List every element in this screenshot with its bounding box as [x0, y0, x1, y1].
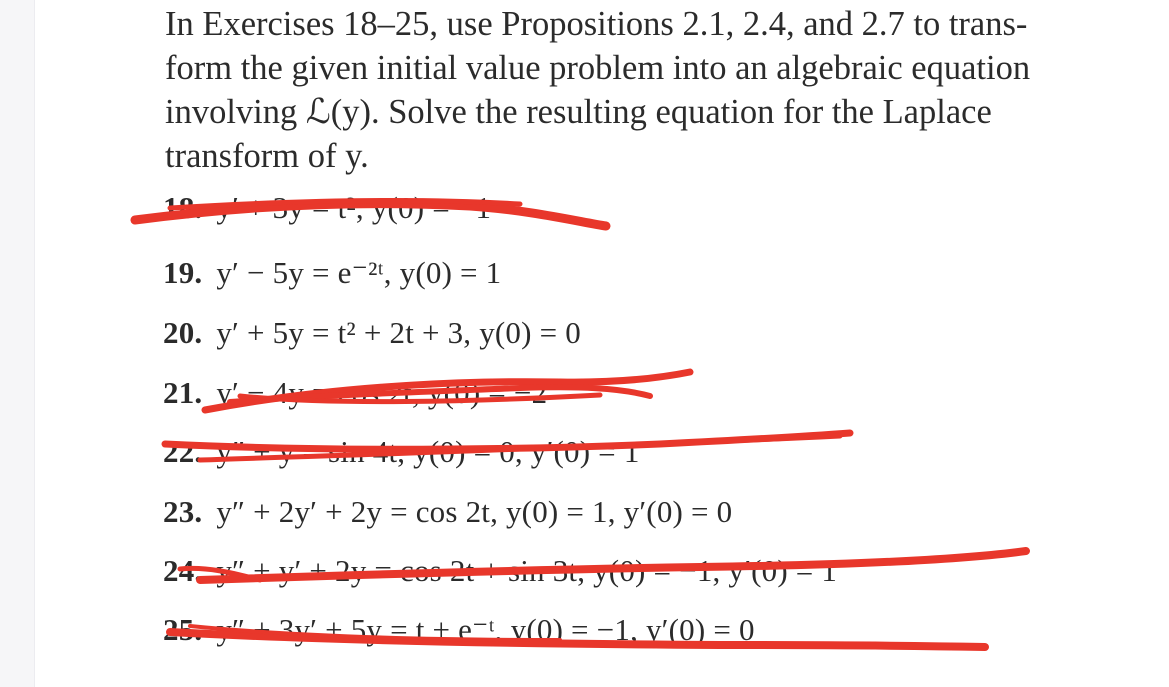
instructions-line: form the given initial value problem into an algebraic equation	[165, 49, 1031, 87]
instructions-paragraph	[165, 2, 1125, 178]
exercise-23	[163, 494, 732, 530]
exercise-number: 22.	[163, 434, 203, 469]
exercise-number: 23.	[163, 494, 203, 529]
exercise-equation: y″ + y = sin 4t, y(0) = 0, y′(0) = 1	[216, 434, 640, 469]
instructions-line: In Exercises 18–25, use Propositions 2.1, 2.4, and 2.7 to trans-	[165, 5, 1028, 43]
exercise-number: 24.	[163, 553, 203, 588]
exercise-20	[163, 315, 581, 351]
exercise-25	[163, 612, 755, 648]
exercise-24	[163, 553, 837, 589]
exercise-number: 19.	[163, 255, 203, 290]
exercise-equation: y″ + 2y′ + 2y = cos 2t, y(0) = 1, y′(0) = 0	[216, 494, 733, 529]
exercise-number: 18.	[163, 190, 203, 225]
exercise-equation: y′ + 5y = t² + 2t + 3, y(0) = 0	[216, 315, 581, 350]
exercise-number: 25.	[163, 612, 203, 647]
exercise-equation: y′ − 5y = e⁻²ᵗ, y(0) = 1	[216, 255, 502, 290]
exercise-equation: y′ − 4y = cos 2t, y(0) = −2	[216, 375, 548, 410]
instructions-line: involving ℒ(y). Solve the resulting equation for the Laplace	[165, 93, 992, 131]
exercise-number: 20.	[163, 315, 203, 350]
exercise-18	[163, 190, 491, 226]
exercise-22	[163, 434, 640, 470]
left-margin-strip	[0, 0, 35, 687]
exercise-number: 21.	[163, 375, 203, 410]
exercise-equation: y′ + 3y = t², y(0) = −1	[216, 190, 492, 225]
exercise-19	[163, 255, 501, 291]
instructions-line: transform of y.	[165, 137, 369, 175]
exercise-equation: y″ + 3y′ + 5y = t + e⁻ᵗ, y(0) = −1, y′(0) = 0	[216, 612, 755, 647]
exercise-equation: y″ + y′ + 2y = cos 2t + sin 3t, y(0) = −1, y′(0) = 1	[216, 553, 838, 588]
exercise-21	[163, 375, 547, 411]
